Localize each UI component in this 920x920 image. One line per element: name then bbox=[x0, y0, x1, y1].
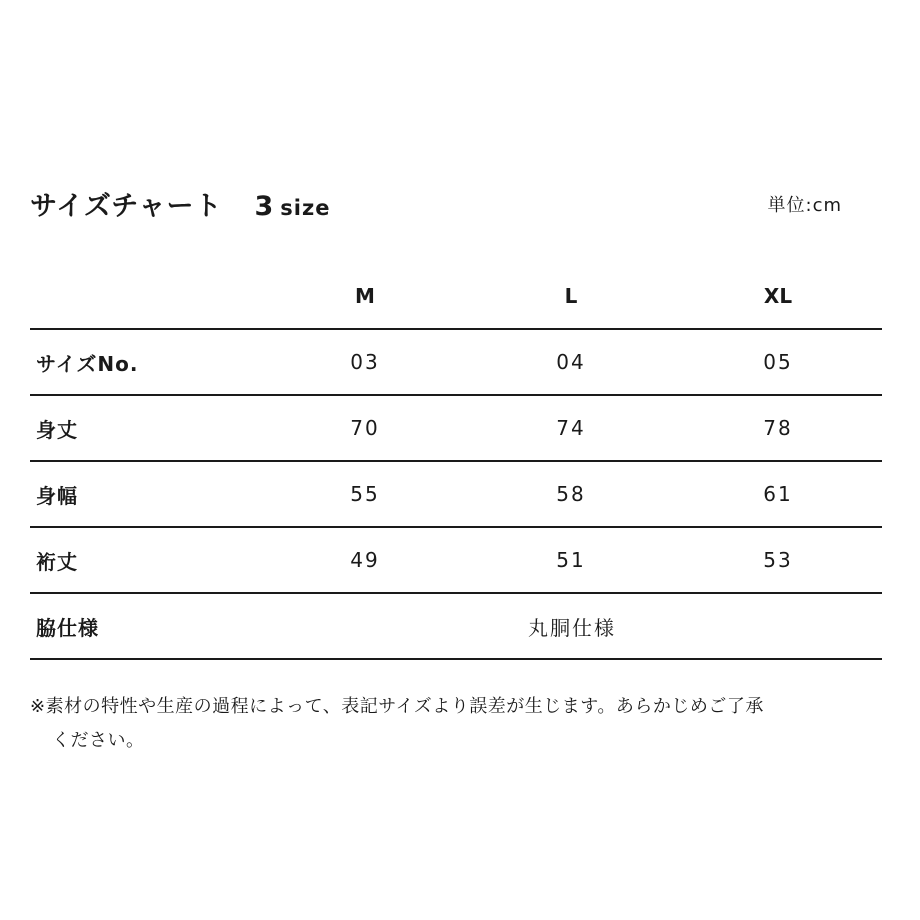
side-spec-value: 丸胴仕様 bbox=[262, 593, 882, 659]
title-text: サイズチャート bbox=[30, 191, 223, 222]
row-label: サイズNo. bbox=[30, 329, 262, 395]
table-row bbox=[30, 329, 882, 395]
table-cell: 58 bbox=[468, 461, 674, 527]
table-row-side-spec bbox=[30, 593, 882, 659]
table-cell: 78 bbox=[674, 395, 882, 461]
table-cell: 51 bbox=[468, 527, 674, 593]
column-header-l: L bbox=[468, 264, 674, 329]
page-title bbox=[30, 184, 330, 223]
row-label: 裄丈 bbox=[30, 527, 262, 593]
table-row bbox=[30, 395, 882, 461]
footnote bbox=[30, 690, 890, 758]
table-header-row bbox=[30, 264, 882, 329]
size-chart-table bbox=[30, 264, 882, 660]
row-label: 脇仕様 bbox=[30, 593, 262, 659]
table-row bbox=[30, 527, 882, 593]
column-header-m: M bbox=[262, 264, 468, 329]
table-cell: 05 bbox=[674, 329, 882, 395]
table-cell: 04 bbox=[468, 329, 674, 395]
row-label: 身幅 bbox=[30, 461, 262, 527]
table-cell: 03 bbox=[262, 329, 468, 395]
table-cell: 55 bbox=[262, 461, 468, 527]
table-cell: 70 bbox=[262, 395, 468, 461]
size-word: size bbox=[280, 196, 331, 220]
row-label: 身丈 bbox=[30, 395, 262, 461]
table-cell: 61 bbox=[674, 461, 882, 527]
column-header-xl: XL bbox=[674, 264, 882, 329]
table-row bbox=[30, 461, 882, 527]
table-cell: 49 bbox=[262, 527, 468, 593]
unit-label: 単位:cm bbox=[767, 195, 842, 216]
footnote-line-2: ください。 bbox=[52, 730, 145, 751]
footnote-line-1: ※素材の特性や生産の過程によって、表記サイズより誤差が生じます。あらかじめご了承 bbox=[30, 696, 764, 717]
size-count: 3 bbox=[254, 191, 275, 222]
column-header-empty bbox=[30, 264, 262, 329]
table-cell: 74 bbox=[468, 395, 674, 461]
table-cell: 53 bbox=[674, 527, 882, 593]
